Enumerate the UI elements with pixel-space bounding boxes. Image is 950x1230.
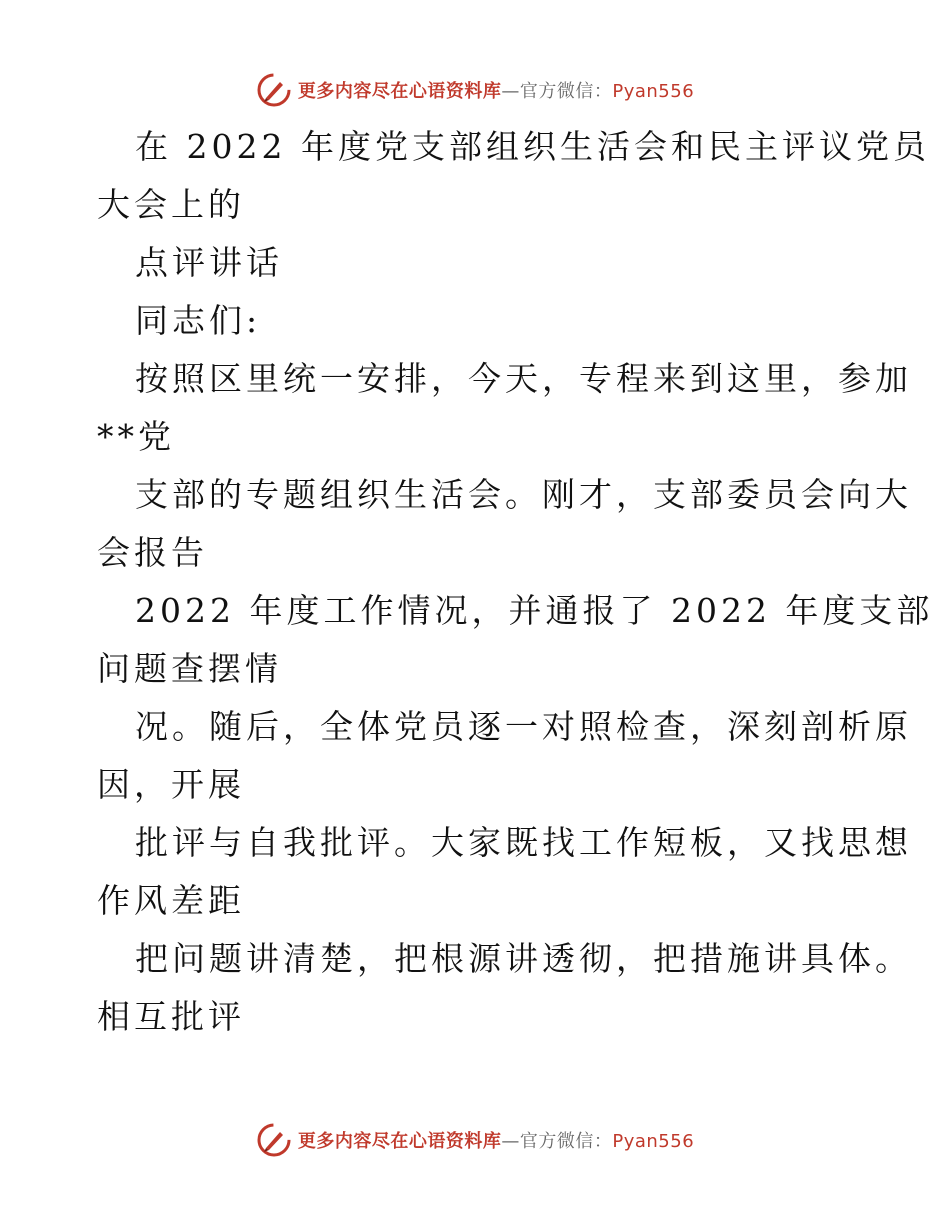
watermark-dash: — — [501, 81, 520, 102]
text-line: 会报告 — [97, 533, 208, 572]
watermark-dash: — — [501, 1131, 520, 1152]
text-line: 问题查摆情 — [97, 649, 282, 688]
quill-circle-logo-icon — [256, 72, 292, 108]
text-line: 按照区里统一安排，今天，专程来到这里，参加 — [135, 359, 912, 398]
text-line: 把问题讲清楚，把根源讲透彻，把措施讲具体。 — [135, 939, 912, 978]
watermark-wechat-label: 官方微信： — [519, 1131, 613, 1152]
text-line: 在 2022 年度党支部组织生活会和民主评议党员 — [135, 127, 930, 166]
watermark-wechat-label: 官方微信： — [519, 81, 613, 102]
text-line: 况。随后，全体党员逐一对照检查，深刻剖析原 — [135, 707, 912, 746]
text-line: 批评与自我批评。大家既找工作短板，又找思想 — [135, 823, 912, 862]
text-line: 作风差距 — [97, 881, 245, 920]
watermark-wechat-id: Pyan556 — [612, 1131, 695, 1152]
text-line: 支部的专题组织生活会。刚才，支部委员会向大 — [135, 475, 912, 514]
watermark-site-name: 更多内容尽在心语资料库 — [297, 1131, 502, 1152]
text-line: 2022 年度工作情况，并通报了 2022 年度支部 — [135, 591, 934, 630]
header-watermark — [0, 70, 950, 110]
footer-watermark — [0, 1120, 950, 1160]
text-line: 同志们: — [135, 301, 262, 340]
text-line: 大会上的 — [97, 185, 245, 224]
quill-circle-logo-icon — [256, 1122, 292, 1158]
text-line: 相互批评 — [97, 997, 245, 1036]
text-line: 因，开展 — [97, 765, 245, 804]
watermark-site-name: 更多内容尽在心语资料库 — [297, 81, 502, 102]
watermark-wechat-id: Pyan556 — [612, 81, 695, 102]
text-line: 点评讲话 — [135, 243, 283, 282]
text-line: **党 — [97, 417, 175, 456]
document-body — [97, 118, 934, 1046]
